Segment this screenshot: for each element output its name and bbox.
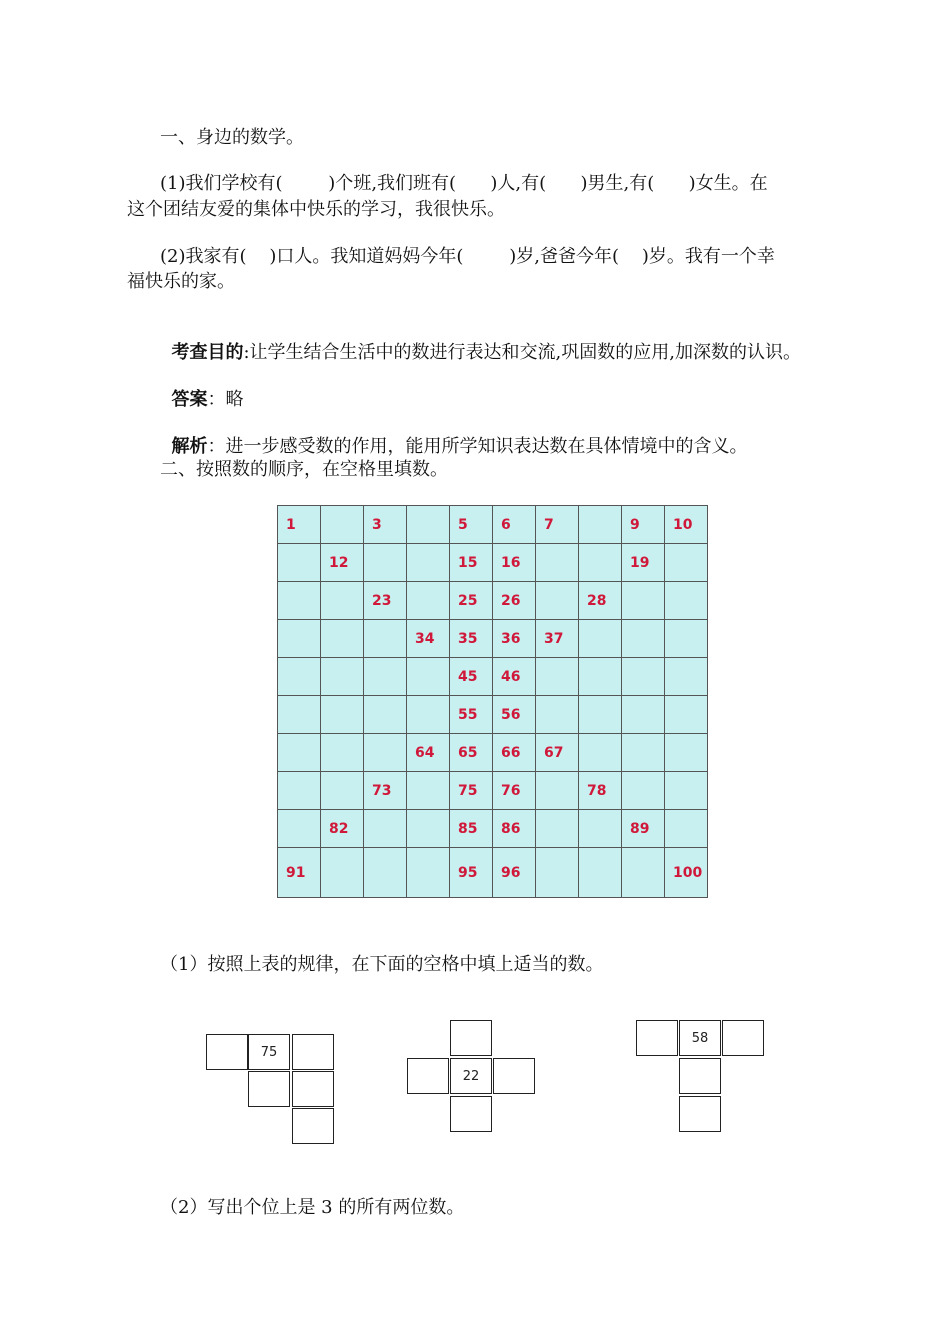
grid-cell xyxy=(278,582,321,620)
grid-cell xyxy=(579,658,622,696)
grid-cell: 55 xyxy=(450,696,493,734)
grid-cell xyxy=(407,582,450,620)
grid-cell xyxy=(665,582,708,620)
grid-cell xyxy=(536,582,579,620)
grid-cell xyxy=(407,544,450,582)
grid-cell: 91 xyxy=(278,848,321,898)
grid-cell: 73 xyxy=(364,772,407,810)
grid-cell xyxy=(665,658,708,696)
grid-cell xyxy=(536,810,579,848)
grid-cell: 85 xyxy=(450,810,493,848)
grid-row xyxy=(278,620,708,658)
puzzle-a-box-center: 75 xyxy=(248,1034,290,1070)
grid-cell: 86 xyxy=(493,810,536,848)
puzzle-a-box xyxy=(248,1071,290,1107)
grid-row xyxy=(278,658,708,696)
grid-cell xyxy=(579,734,622,772)
grid-cell: 66 xyxy=(493,734,536,772)
grid-cell xyxy=(407,848,450,898)
grid-row xyxy=(278,810,708,848)
grid-cell xyxy=(407,810,450,848)
grid-cell xyxy=(278,620,321,658)
grid-cell xyxy=(278,658,321,696)
grid-cell: 16 xyxy=(493,544,536,582)
grid-cell xyxy=(536,658,579,696)
grid-cell xyxy=(278,772,321,810)
grid-cell: 45 xyxy=(450,658,493,696)
grid-cell xyxy=(536,772,579,810)
grid-cell: 15 xyxy=(450,544,493,582)
question1-line2: 这个团结友爱的集体中快乐的学习，我很快乐。 xyxy=(127,199,505,220)
grid-cell xyxy=(364,734,407,772)
grid-cell xyxy=(622,734,665,772)
analysis-line xyxy=(160,411,747,459)
grid-cell xyxy=(579,506,622,544)
analysis-text: ：进一步感受数的作用，能用所学知识表达数在具体情境中的含义。 xyxy=(207,436,748,457)
grid-cell xyxy=(321,658,364,696)
grid-cell xyxy=(622,772,665,810)
grid-cell xyxy=(579,810,622,848)
grid-cell xyxy=(321,696,364,734)
hundred-chart xyxy=(277,505,708,898)
puzzle-b-box xyxy=(407,1058,449,1094)
grid-cell xyxy=(321,848,364,898)
grid-cell: 78 xyxy=(579,772,622,810)
question1-line1: (1)我们学校有( )个班,我们班有( )人,有( )男生,有( )女生。在 xyxy=(160,173,768,194)
grid-cell: 12 xyxy=(321,544,364,582)
grid-cell xyxy=(321,582,364,620)
grid-cell: 96 xyxy=(493,848,536,898)
grid-cell xyxy=(278,810,321,848)
puzzle-a-box xyxy=(292,1034,334,1070)
grid-cell: 100 xyxy=(665,848,708,898)
puzzle-a-box xyxy=(292,1071,334,1107)
grid-cell xyxy=(407,696,450,734)
grid-cell xyxy=(579,848,622,898)
grid-cell xyxy=(665,810,708,848)
grid-cell: 89 xyxy=(622,810,665,848)
section1-heading: 一、身边的数学。 xyxy=(160,127,304,148)
grid-cell xyxy=(364,620,407,658)
grid-row xyxy=(278,506,708,544)
puzzle-c-box xyxy=(679,1058,721,1094)
grid-cell: 25 xyxy=(450,582,493,620)
grid-cell xyxy=(579,544,622,582)
grid-cell xyxy=(622,658,665,696)
grid-cell: 1 xyxy=(278,506,321,544)
puzzle-a-box xyxy=(292,1108,334,1144)
grid-cell: 26 xyxy=(493,582,536,620)
grid-cell: 82 xyxy=(321,810,364,848)
purpose-label: 考查目的 xyxy=(171,342,244,363)
puzzle-b-box xyxy=(450,1096,492,1132)
grid-cell: 3 xyxy=(364,506,407,544)
subquestion1: （1）按照上表的规律，在下面的空格中填上适当的数。 xyxy=(160,954,604,975)
grid-row xyxy=(278,848,708,898)
grid-cell xyxy=(536,544,579,582)
grid-cell xyxy=(536,848,579,898)
grid-row xyxy=(278,734,708,772)
grid-row xyxy=(278,544,708,582)
grid-cell: 9 xyxy=(622,506,665,544)
grid-cell xyxy=(364,810,407,848)
grid-cell xyxy=(407,658,450,696)
puzzle-b-box-center: 22 xyxy=(450,1058,492,1094)
grid-cell: 7 xyxy=(536,506,579,544)
grid-cell: 28 xyxy=(579,582,622,620)
puzzle-c-box-center: 58 xyxy=(679,1020,721,1056)
section2-heading: 二、按照数的顺序，在空格里填数。 xyxy=(160,459,448,480)
grid-cell xyxy=(665,544,708,582)
grid-cell xyxy=(579,696,622,734)
subquestion2: （2）写出个位上是 3 的所有两位数。 xyxy=(160,1197,465,1218)
grid-cell xyxy=(407,506,450,544)
grid-cell: 10 xyxy=(665,506,708,544)
grid-cell: 23 xyxy=(364,582,407,620)
grid-cell: 19 xyxy=(622,544,665,582)
puzzle-c-box xyxy=(679,1096,721,1132)
question2-line1: (2)我家有( )口人。我知道妈妈今年( )岁,爸爸今年( )岁。我有一个幸 xyxy=(160,246,775,267)
purpose-line xyxy=(160,317,801,365)
grid-cell xyxy=(278,734,321,772)
grid-cell: 36 xyxy=(493,620,536,658)
question2-line2: 福快乐的家。 xyxy=(127,271,235,292)
grid-cell xyxy=(622,848,665,898)
grid-cell xyxy=(278,544,321,582)
grid-cell xyxy=(536,696,579,734)
grid-cell: 5 xyxy=(450,506,493,544)
analysis-label: 解析 xyxy=(171,436,208,457)
grid-cell: 6 xyxy=(493,506,536,544)
grid-cell: 76 xyxy=(493,772,536,810)
grid-cell xyxy=(364,696,407,734)
grid-row xyxy=(278,772,708,810)
grid-row xyxy=(278,582,708,620)
grid-cell: 64 xyxy=(407,734,450,772)
grid-row xyxy=(278,696,708,734)
answer-line xyxy=(160,364,243,412)
grid-cell xyxy=(321,620,364,658)
puzzle-b-box xyxy=(450,1020,492,1056)
grid-cell: 95 xyxy=(450,848,493,898)
grid-cell xyxy=(321,772,364,810)
grid-cell xyxy=(665,696,708,734)
answer-text: ：略 xyxy=(207,389,244,410)
grid-cell xyxy=(407,772,450,810)
grid-cell: 67 xyxy=(536,734,579,772)
answer-label: 答案 xyxy=(171,389,208,410)
grid-cell xyxy=(278,696,321,734)
grid-cell: 75 xyxy=(450,772,493,810)
grid-cell xyxy=(665,620,708,658)
grid-cell: 65 xyxy=(450,734,493,772)
grid-cell: 46 xyxy=(493,658,536,696)
grid-cell xyxy=(364,658,407,696)
grid-cell xyxy=(364,848,407,898)
grid-cell xyxy=(622,582,665,620)
puzzle-c-box xyxy=(636,1020,678,1056)
grid-cell xyxy=(665,734,708,772)
grid-cell: 35 xyxy=(450,620,493,658)
grid-cell xyxy=(321,506,364,544)
purpose-text: :让学生结合生活中的数进行表达和交流,巩固数的应用,加深数的认识。 xyxy=(243,342,801,363)
grid-cell: 34 xyxy=(407,620,450,658)
grid-cell xyxy=(321,734,364,772)
puzzle-b-box xyxy=(493,1058,535,1094)
grid-cell: 37 xyxy=(536,620,579,658)
grid-cell xyxy=(364,544,407,582)
hundred-table xyxy=(277,505,708,898)
puzzle-a-box xyxy=(206,1034,248,1070)
puzzle-c-box xyxy=(722,1020,764,1056)
grid-cell xyxy=(622,696,665,734)
grid-cell: 56 xyxy=(493,696,536,734)
grid-cell xyxy=(622,620,665,658)
grid-cell xyxy=(579,620,622,658)
grid-cell xyxy=(665,772,708,810)
